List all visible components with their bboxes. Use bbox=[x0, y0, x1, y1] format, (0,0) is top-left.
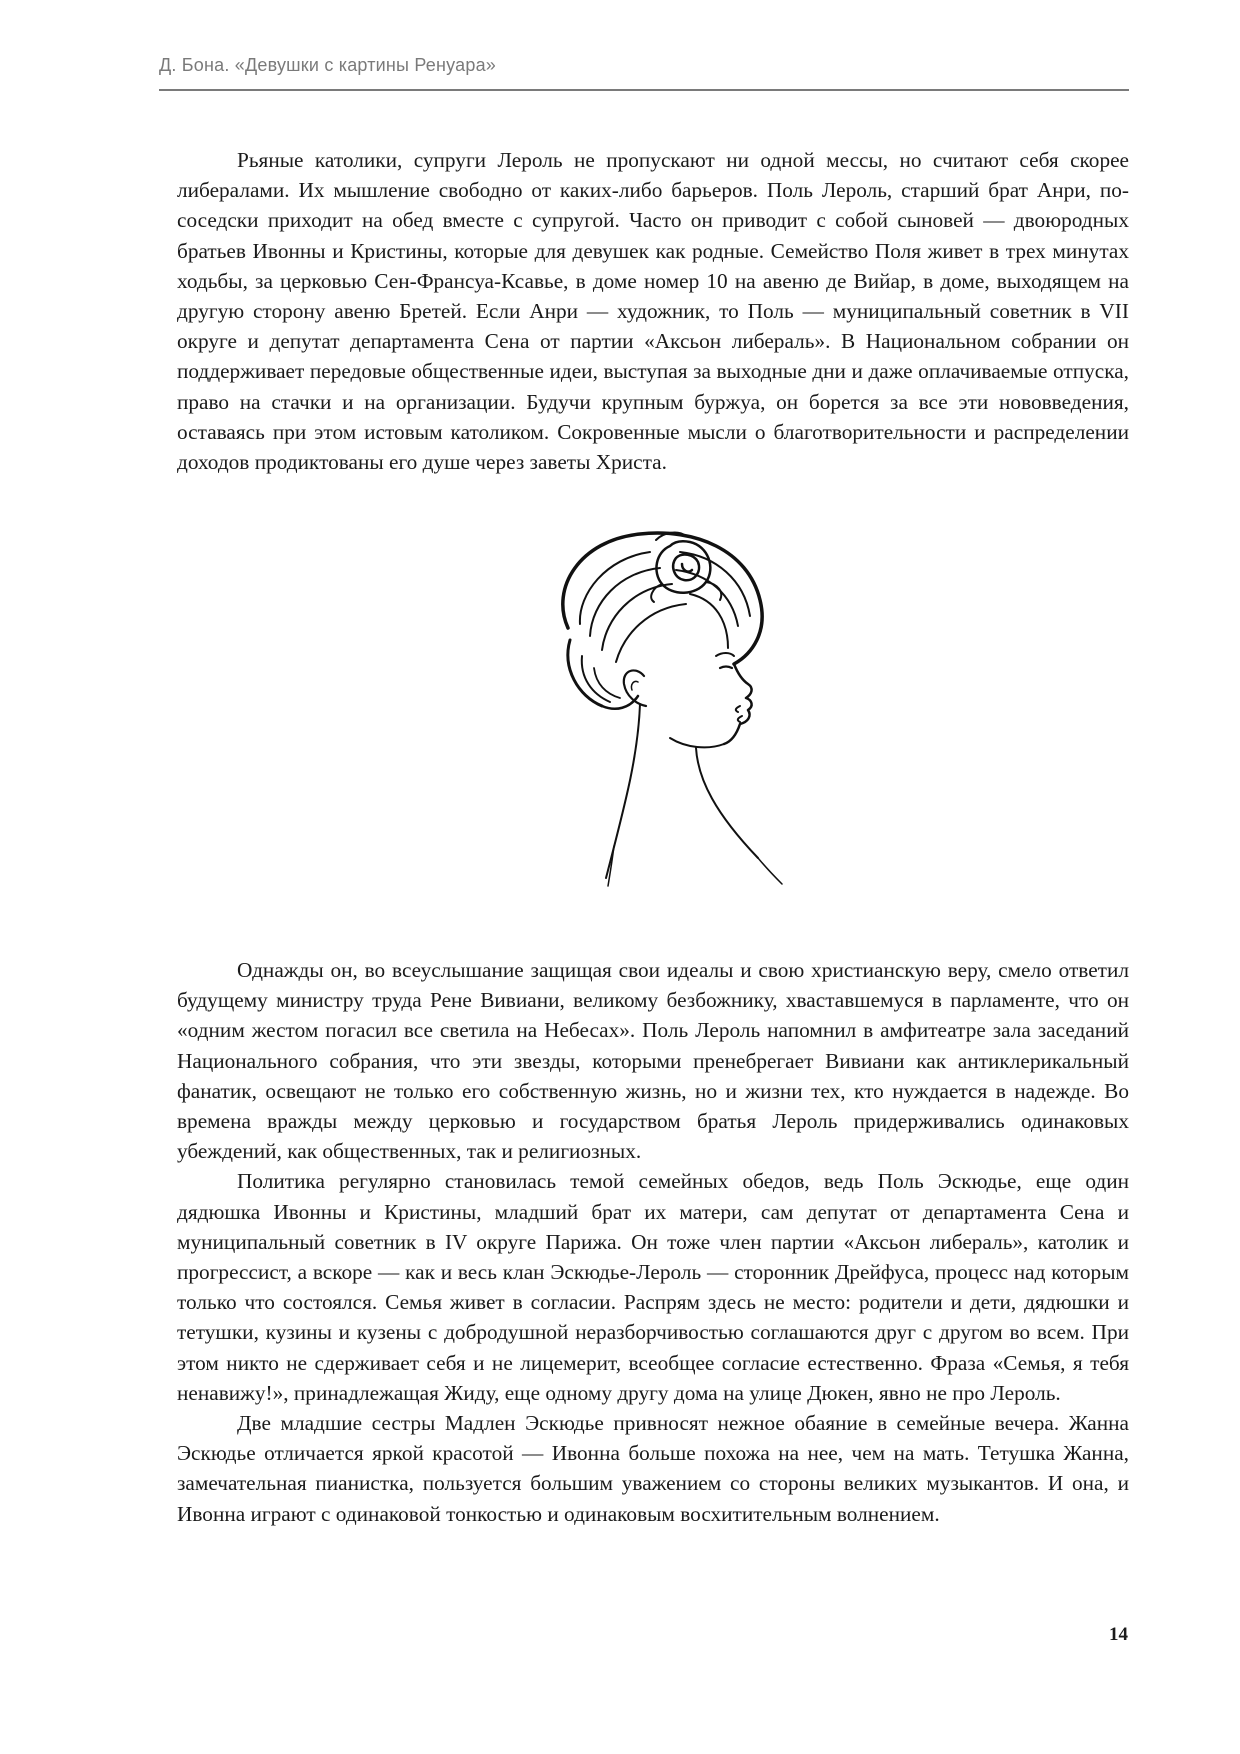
running-header bbox=[159, 55, 1129, 91]
paragraph: Однажды он, во всеуслышание защищая свои идеалы и свою христианскую веру, смело ответил будущему министру труда Рене Вивиани, великому безбожнику, хваставшемуся в парламенте, что он «одним жестом погасил все светила на Небесах». Поль Лероль напомнил в амфитеатре зала заседаний Национального собрания, что эти звезды, которыми пренебрегает Вивиани как антиклерикальный фанатик, освещают не только его собственную жизнь, но и жизни тех, кто нуждается в надежде. Во времена вражды между церковью и государством братья Лероль придерживались одинаковых убеждений, как общественных, так и религиозных. bbox=[177, 958, 1129, 1164]
paragraph: Политика регулярно становилась темой семейных обедов, ведь Поль Эскюдье, еще один дядюшка Ивонны и Кристины, младший брат их матери, сам депутат от департамента Сена и муниципальный советник в IV округе Парижа. Он тоже член партии «Аксьон либераль», католик и прогрессист, а вскоре — как и весь клан Эскюдье-Лероль — сторонник Дрейфуса, процесс над которым только что состоялся. Семья живет в согласии. Распрям здесь не место: родители и дети, дядюшки и тетушки, кузины и кузены с добродушной неразборчивостью соглашаются друг с другом во всем. При этом никто не сдерживает себя и не лицемерит, всеобщее согласие естественно. Фраза «Семья, я тебя ненавижу!», принадлежащая Жиду, еще одному другу дома на улице Дюкен, явно не про Лероль. bbox=[177, 1169, 1129, 1405]
woman-profile-illustration bbox=[520, 528, 796, 892]
woman-profile-with-rose-icon bbox=[563, 533, 782, 886]
body-text-bottom bbox=[177, 955, 1129, 1529]
paragraph: Две младшие сестры Мадлен Эскюдье привносят нежное обаяние в семейные вечера. Жанна Эскюдье отличается яркой красотой — Ивонна больше похожа на нее, чем на мать. Тетушка Жанна, замечательная пианистка, пользуется большим уважением со стороны великих музыкантов. И она, и Ивонна играют с одинаковой тонкостью и одинаковым восхитительным волнением. bbox=[177, 1411, 1129, 1526]
paragraph: Рьяные католики, супруги Лероль не пропускают ни одной мессы, но считают себя скорее либералами. Их мышление свободно от каких-либо барьеров. Поль Лероль, старший брат Анри, по-соседски приходит на обед вместе с супругой. Часто он приводит с собой сыновей — двоюродных братьев Ивонны и Кристины, которые для девушек как родные. Семейство Поля живет в трех минутах ходьбы, за церковью Сен-Франсуа-Ксавье, в доме номер 10 на авеню де Вийар, в доме, выходящем на другую сторону авеню Бретей. Если Анри — художник, то Поль — муниципальный советник в VII округе и депутат департамента Сена от партии «Аксьон либераль». В Национальном собрании он поддерживает передовые общественные идеи, выступая за выходные дни и даже оплачиваемые отпуска, право на стачки и на организации. Будучи крупным буржуа, он борется за все эти нововведения, оставаясь при этом истовым католиком. Сокровенные мысли о благотворительности и распределении доходов продиктованы его душе через заветы Христа. bbox=[177, 148, 1129, 475]
running-title: Д. Бона. «Девушки с картины Ренуара» bbox=[159, 55, 497, 75]
page-number: 14 bbox=[1109, 1624, 1128, 1645]
body-text-top bbox=[177, 145, 1129, 477]
